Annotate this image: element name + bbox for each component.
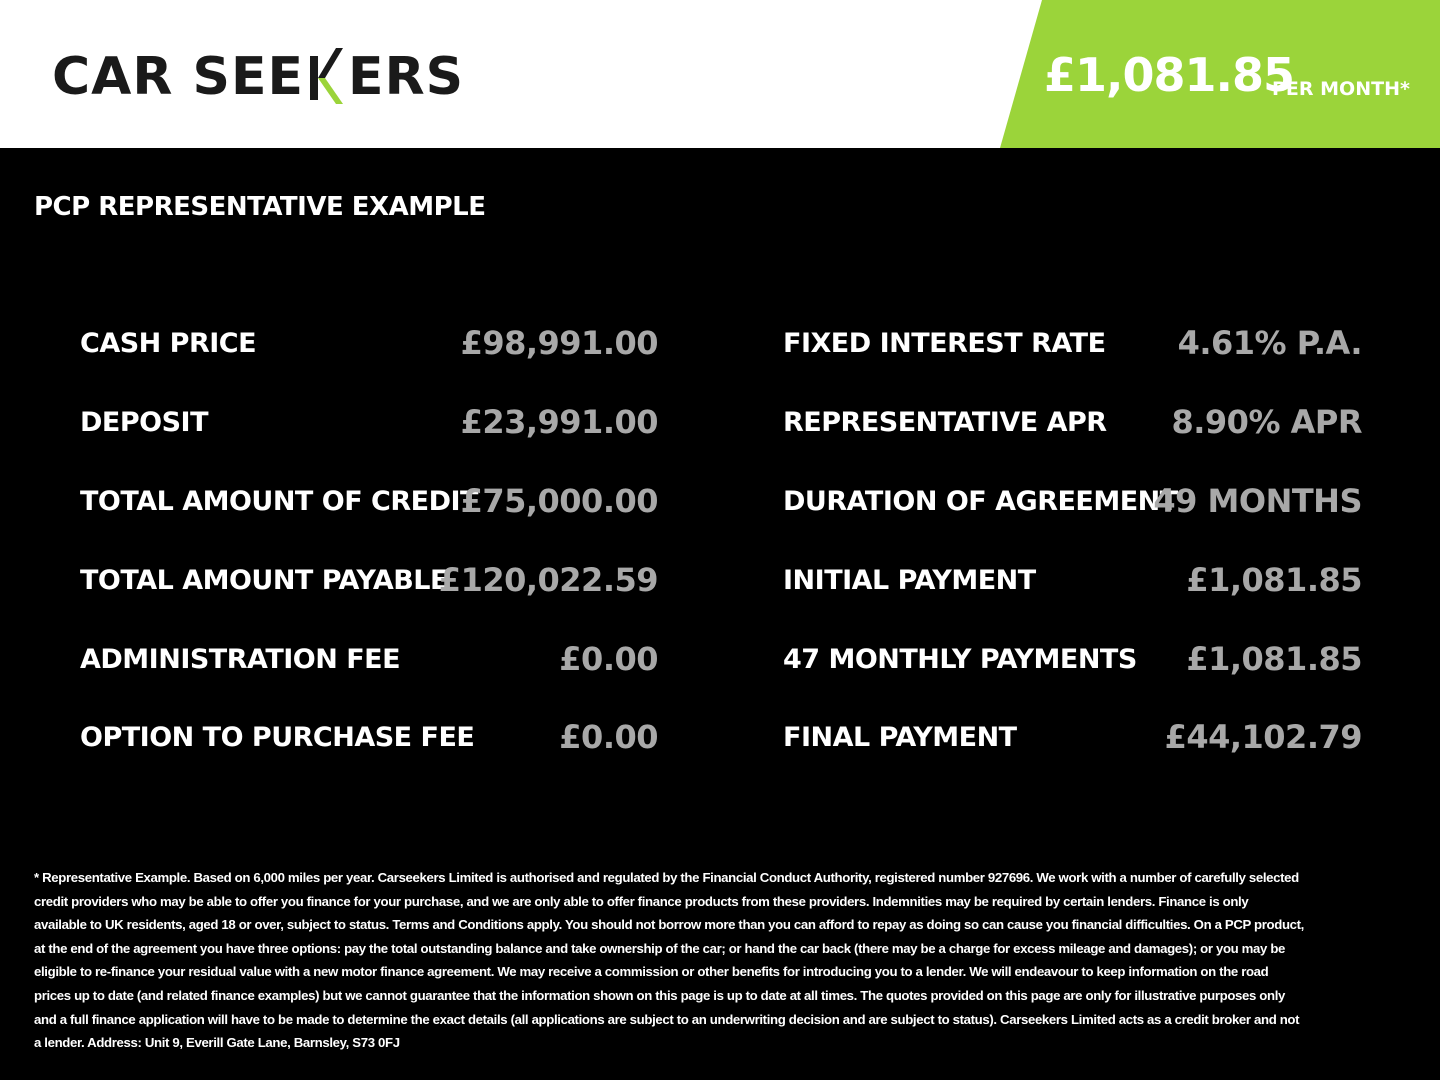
row-value: £23,991.00 xyxy=(460,403,658,441)
row-apr xyxy=(783,403,1362,447)
row-label: OPTION TO PURCHASE FEE xyxy=(80,722,475,753)
row-initial-payment xyxy=(783,561,1362,605)
row-interest-rate xyxy=(783,324,1362,368)
row-value: 49 MONTHS xyxy=(1153,482,1362,520)
row-option-fee xyxy=(80,718,658,762)
row-label: FIXED INTEREST RATE xyxy=(783,328,1106,359)
row-value: 8.90% APR xyxy=(1171,403,1362,441)
row-label: TOTAL AMOUNT OF CREDIT xyxy=(80,486,478,517)
row-value: £0.00 xyxy=(559,640,658,678)
row-value: £1,081.85 xyxy=(1186,561,1362,599)
row-value: £0.00 xyxy=(559,718,658,756)
row-total-credit xyxy=(80,482,658,526)
k-chevron-icon xyxy=(306,46,346,108)
logo-text-right: ERS xyxy=(348,47,465,107)
row-deposit xyxy=(80,403,658,447)
row-label: REPRESENTATIVE APR xyxy=(783,407,1107,438)
row-value: £98,991.00 xyxy=(460,324,658,362)
section-title: PCP REPRESENTATIVE EXAMPLE xyxy=(34,192,486,222)
row-value: £120,022.59 xyxy=(438,561,658,599)
row-admin-fee xyxy=(80,640,658,684)
row-label: INITIAL PAYMENT xyxy=(783,565,1036,596)
row-monthly-payments xyxy=(783,640,1362,684)
row-label: CASH PRICE xyxy=(80,328,257,359)
row-total-payable xyxy=(80,561,658,605)
row-label: TOTAL AMOUNT PAYABLE xyxy=(80,565,448,596)
per-month-label: PER MONTH* xyxy=(1272,78,1410,100)
row-final-payment xyxy=(783,718,1362,762)
row-value: 4.61% P.A. xyxy=(1177,324,1362,362)
logo-text-left: CAR SEE xyxy=(52,47,305,107)
row-value: £75,000.00 xyxy=(460,482,658,520)
row-cash-price xyxy=(80,324,658,368)
row-value: £1,081.85 xyxy=(1186,640,1362,678)
monthly-price: £1,081.85 xyxy=(1044,48,1294,102)
car-seekers-logo[interactable] xyxy=(52,44,464,110)
disclaimer-text: * Representative Example. Based on 6,000 miles per year. Carseekers Limited is authorised and regulated by the Financial Conduct Authority, registered number 927696. We work with a number of carefully selected credit providers who may be able to offer you finance for your purchase, and we are only able to offer finance products from these providers. Indemnities may be required by certain lenders. Finance is only available to UK residents, aged 18 or over, subject to status. Terms and Conditions apply. You should not borrow more than you can afford to repay as doing so can cause you financial difficulties. On a PCP product, at the end of the agreement you have three options: pay the total outstanding balance and take ownership of the car; or hand the car back (there may be a charge for excess mileage and damages); or you may be eligible to re-finance your residual value with a new motor finance agreement. We may receive a commission or other benefits for introducing you to a lender. We will endeavour to keep information on the road prices up to date (and related finance examples) but we cannot guarantee that the information shown on this page is up to date at all times. The quotes provided on this page are only for illustrative purposes only and a full finance application will have to be made to determine the exact details (all applications are subject to an underwriting decision and are subject to status). Carseekers Limited acts as a credit broker and not a lender. Address: Unit 9, Everill Gate Lane, Barnsley, S73 0FJ xyxy=(34,870,1304,1051)
row-duration xyxy=(783,482,1362,526)
row-label: FINAL PAYMENT xyxy=(783,722,1017,753)
row-label: ADMINISTRATION FEE xyxy=(80,644,401,675)
row-label: 47 MONTHLY PAYMENTS xyxy=(783,644,1137,675)
row-label: DURATION OF AGREEMENT xyxy=(783,486,1178,517)
row-label: DEPOSIT xyxy=(80,407,209,438)
row-value: £44,102.79 xyxy=(1164,718,1362,756)
